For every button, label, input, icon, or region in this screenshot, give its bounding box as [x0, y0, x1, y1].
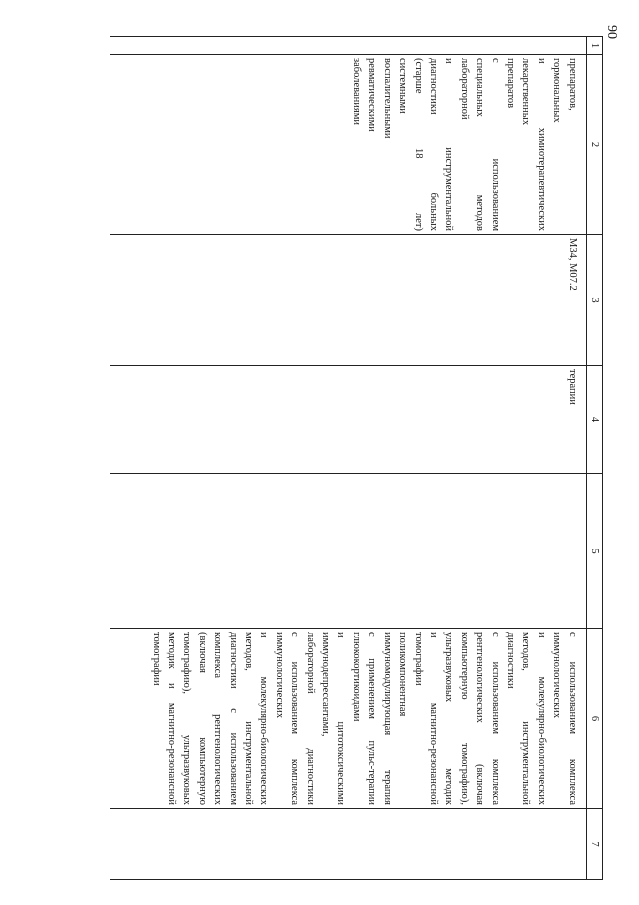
cell-col6-text	[148, 632, 579, 805]
text-line: томографию), ультразвуковых	[181, 632, 193, 805]
text-line: диагностики больных	[427, 58, 439, 231]
text-line: методов, инструментальной	[243, 632, 255, 805]
text-line: лабораторной	[458, 58, 470, 120]
text-line: (включая компьютерную	[196, 632, 208, 805]
cell-col5	[110, 474, 587, 629]
text-line: комплекса рентгенологических	[212, 632, 224, 805]
text-line: иммунодепрессантами,	[320, 632, 332, 737]
page-number: 90	[604, 25, 619, 39]
text-line: методов, инструментальной	[520, 632, 532, 805]
medical-services-table	[110, 36, 603, 880]
text-line: лабораторной диагностики	[304, 632, 316, 805]
text-line: методик и магнитно-резонансной	[166, 632, 178, 805]
text-line: гормональных	[551, 58, 563, 123]
text-line: иммунологических	[551, 632, 563, 719]
text-line: с использованием	[489, 58, 501, 231]
column-header-5: 5	[586, 474, 602, 629]
column-header-4: 4	[586, 366, 602, 474]
text-line: (старше 18 лет)	[412, 58, 424, 231]
text-line: ревматическими	[366, 58, 378, 132]
cell-col7	[110, 809, 587, 880]
text-line: и цитотоксическими	[335, 632, 347, 805]
column-header-1: 1	[586, 37, 602, 55]
text-line: препаратов	[504, 58, 516, 109]
text-line: с использованием комплекса	[566, 632, 578, 805]
text-line: с использованием комплекса	[289, 632, 301, 805]
text-line: томографии	[150, 632, 162, 686]
cell-col6	[110, 629, 587, 809]
rotated-table-wrapper	[104, 36, 603, 879]
cell-col2-text	[349, 58, 580, 231]
cell-col4-treatment-type: терапии	[110, 366, 587, 474]
text-line: с использованием комплекса	[489, 632, 501, 805]
text-line: и молекулярно-биологических	[258, 632, 270, 805]
column-number-row	[586, 37, 602, 880]
text-line: иммунологических	[273, 632, 285, 719]
text-line: с применением пульс-терапии	[366, 632, 378, 805]
text-line: и магнитно-резонансной	[427, 632, 439, 805]
cell-col2	[110, 55, 587, 235]
text-line: и инструментальной	[443, 58, 455, 231]
text-line: рентгенологических (включая	[474, 632, 486, 805]
column-header-2: 2	[586, 55, 602, 235]
text-line: диагностики	[504, 632, 516, 689]
text-line: препаратов,	[566, 58, 578, 111]
text-line: системными	[397, 58, 409, 114]
text-line: и химиотерапевтических	[535, 58, 547, 231]
text-line: и молекулярно-биологических	[535, 632, 547, 805]
text-line: диагностики с использованием	[227, 632, 239, 805]
text-line: иммуномодулирующая терапия	[381, 632, 393, 805]
text-line: лекарственных	[520, 58, 532, 126]
table-row	[110, 37, 587, 880]
text-line: ультразвуковых методик	[443, 632, 455, 805]
text-line: компьютерную томографию),	[458, 632, 470, 805]
cell-col1	[110, 37, 587, 55]
column-header-6: 6	[586, 629, 602, 809]
text-line: поликомпонентная	[397, 632, 409, 717]
cell-col3-diagnosis-codes: M34, M07.2	[110, 235, 587, 366]
text-line: специальных методов	[474, 58, 486, 231]
text-line: заболеваниями	[350, 58, 362, 125]
text-line: глюкокортикоидами	[350, 632, 362, 722]
text-line: томографии	[412, 632, 424, 686]
column-header-3: 3	[586, 235, 602, 366]
column-header-7: 7	[586, 809, 602, 880]
text-line: воспалительными	[381, 58, 393, 139]
